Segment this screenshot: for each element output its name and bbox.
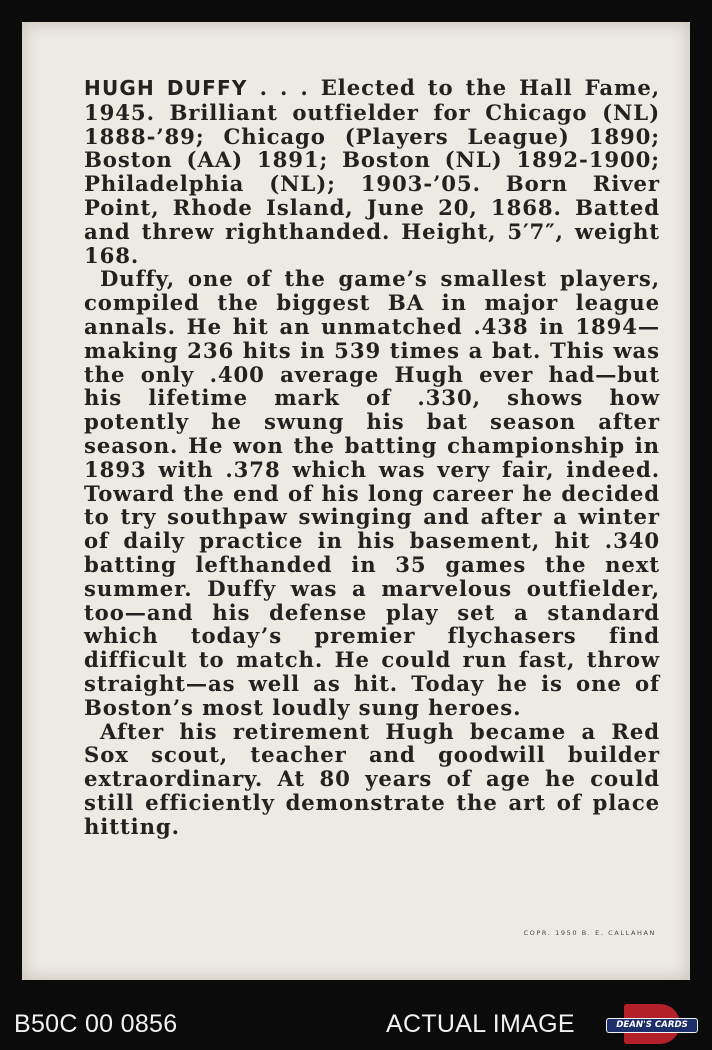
logo-text: DEAN'S CARDS	[616, 1020, 688, 1030]
player-name: HUGH DUFFY	[84, 76, 248, 100]
catalog-code: B50C 00 0856	[14, 1010, 178, 1038]
bio-paragraph-1	[84, 76, 660, 267]
card-back	[22, 22, 690, 980]
footer-bar	[0, 998, 712, 1050]
actual-image-label: ACTUAL IMAGE	[386, 1010, 575, 1038]
bio-paragraph-3: After his retirement Hugh became a Red Sox scout, teacher and goodwill builder extraordinary. At 80 years of age he could still efficiently demonstrate the art of place hitting.	[84, 718, 660, 839]
card-bio	[84, 76, 660, 839]
copyright-notice: COPR. 1950 B. E. CALLAHAN	[523, 929, 656, 937]
bio-paragraph-2: Duffy, one of the game’s smallest players, compiled the biggest BA in major league annals. He hit an unmatched .438 in 1894—making 236 hits in 539 times a bat. This was the only .400 average Hugh ever had—but his lifetime mark of .330, shows how potently he swung his bat season after season. He won the batting championship in 1893 with .378 which was very fair, indeed. Toward the end of his long career he decided to try southpaw swinging and after a winter of daily practice in his basement, hit .340 batting lefthanded in 35 games the next summer. Duffy was a marvelous outfielder, too—and his defense play set a standard which today’s premier flychasers find difficult to match. He could run fast, throw straight—as well as hit. Today he is one of Boston’s most loudly sung heroes.	[84, 266, 660, 720]
deans-cards-logo	[606, 1004, 698, 1044]
bio-intro-text: . . . Elected to the Hall Fame, 1945. Brilliant outfielder for Chicago (NL) 1888-’89; Chicago (Players League) 1890; Boston (AA) 1891; Boston (NL) 1892-1900; Philadelphia (NL); 1903-’05. Born River Point, Rhode Island, June 20, 1868. Batted and threw righthanded. Height, 5′7″, weight 168.	[84, 75, 660, 268]
